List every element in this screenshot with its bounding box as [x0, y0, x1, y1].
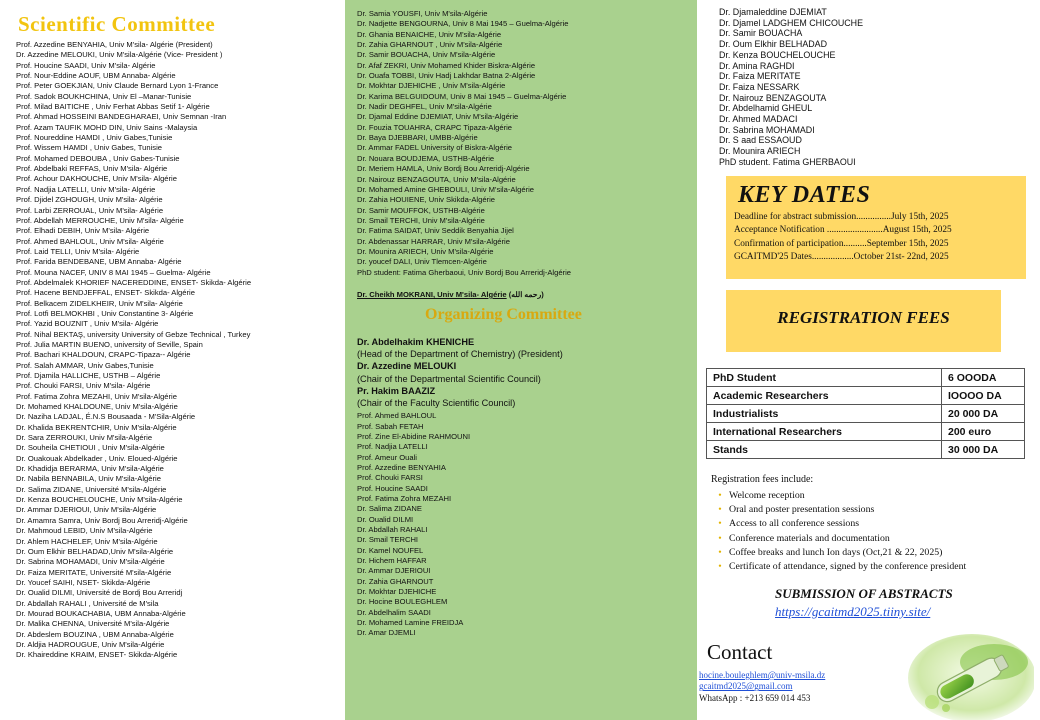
- fee-amount: 20 000 DA: [942, 405, 1025, 423]
- green-panel: [345, 0, 697, 720]
- committee-member: Dr. Souheila CHETIOUI , Univ M'sila-Algérie: [16, 443, 165, 453]
- fee-row: [707, 387, 1025, 405]
- committee-member: Prof. Djamila HALLICHE, USTHB – Algérie: [16, 371, 161, 380]
- committee-member: Dr. Ahlem HACHELEF, Univ M'sila-Algérie: [16, 536, 158, 546]
- fee-amount: IOOOO DA: [942, 387, 1025, 405]
- committee-member: Prof. Azzedine BENYAHIA, Univ M'sila- Algérie (President): [16, 40, 213, 49]
- committee-member: Dr. Mohamed Amine GHEBOULI, Univ M'sila-Algérie: [357, 184, 535, 194]
- committee-member: Dr. Samia YOUSFI, Univ M'sila-Algérie: [357, 9, 488, 18]
- committee-member: Dr. Abdallah RAHALI , Université de M'sila: [16, 598, 159, 608]
- fee-category: Industrialists: [707, 405, 942, 423]
- organizing-member: Dr. Samir BOUACHA: [719, 28, 803, 39]
- committee-member: Prof. Houcine SAADI, Univ M'sila- Algérie: [16, 60, 156, 70]
- contact-title: Contact: [707, 640, 773, 664]
- committee-member: Prof. Wissem HAMDI , Univ Gabes, Tunisie: [16, 143, 163, 153]
- organizing-member: Prof. Ameur Ouali: [357, 452, 417, 462]
- committee-member: Dr. Amamra Samra, Univ Bordj Bou Arreridj-Algérie: [16, 515, 188, 525]
- committee-member: Prof. Mohamed DEBOUBA , Univ Gabes-Tunisie: [16, 153, 180, 163]
- organizing-member: Dr. Smail TERCHI: [357, 535, 419, 545]
- committee-member: Dr. Mokhtar DJEHICHE , Univ M'sila-Algérie: [357, 81, 506, 91]
- committee-member: Prof. Farida BENDEBANE, UBM Annaba- Algérie: [16, 257, 182, 267]
- committee-member: PhD student: Fatima Gherbaoui, Univ Bordj Bou Arreridj-Algérie: [357, 267, 571, 277]
- organizing-member: Dr. Faiza NESSARK: [719, 81, 800, 92]
- committee-member: Dr. Abdeslem BOUZINA , UBM Annaba-Algérie: [16, 629, 174, 639]
- committee-member: Dr. Afaf ZEKRI, Univ Mohamed Khider Biskra-Algérie: [357, 60, 536, 70]
- organizing-chairs: [357, 336, 697, 409]
- organizing-member: Dr. Mokhtar DJEHICHE: [357, 587, 437, 596]
- committee-member: Prof. Azam TAUFIK MOHD DIN, Univ Sains -Malaysia: [16, 122, 198, 132]
- chair-role: (Chair of the Faculty Scientific Council): [357, 397, 516, 408]
- committee-member: Prof. Fatima Zohra MEZAHI, Univ M'sila-Algérie: [16, 391, 177, 401]
- organizing-member: Dr. Kenza BOUCHELOUCHE: [719, 49, 836, 60]
- key-dates-title: KEY DATES: [738, 182, 871, 208]
- fee-amount: 30 000 DA: [942, 441, 1025, 459]
- chair-role: (Chair of the Departmental Scientific Council): [357, 373, 541, 384]
- committee-member: Dr. Mahmoud LEBID, Univ M'sila-Algérie: [16, 526, 153, 536]
- scientific-committee-column: [0, 0, 345, 720]
- fee-category: Stands: [707, 441, 942, 459]
- fee-include-text: Access to all conference sessions: [729, 518, 860, 530]
- committee-member: Dr. Samir BOUACHA, Univ M'sila-Algérie: [357, 50, 496, 60]
- committee-member: Prof. Salah AMMAR, Univ Gabes,Tunisie: [16, 360, 154, 370]
- submission-title: SUBMISSION OF ABSTRACTS: [775, 586, 953, 601]
- fees-include-title: Registration fees include:: [711, 474, 814, 485]
- committee-member: Dr. Oum Elkhir BELHADAD,Univ M'sila-Algérie: [16, 546, 174, 556]
- organizing-member: Dr. Djamel LADGHEM CHICOUCHE: [719, 17, 863, 28]
- committee-member: Dr. Smail TERCHI, Univ M'sila-Algérie: [357, 215, 485, 225]
- committee-member: Dr. Sabrina MOHAMADI, Univ M'sila-Algérie: [16, 557, 165, 567]
- committee-member: Dr. Salima ZIDANE, Université M'sila-Algérie: [16, 484, 167, 494]
- committee-member: Prof. Larbi ZERROUAL, Univ M'sila- Algérie: [16, 205, 164, 215]
- committee-member: Prof. Ahmed BAHLOUL, Univ M'sila- Algérie: [16, 236, 164, 246]
- fee-include-item: [711, 517, 966, 531]
- fee-include-text: Conference materials and documentation: [729, 532, 890, 544]
- committee-member: Prof. Nour-Eddine AOUF, UBM Annaba- Algérie: [16, 71, 176, 81]
- committee-member: Prof. Bachari KHALDOUN, CRAPC-Tipaza-- Algérie: [16, 350, 191, 360]
- organizing-member: Prof. Sabah FETAH: [357, 421, 424, 431]
- fee-row: [707, 369, 1025, 387]
- committee-member: Dr. Ouakouak Abdelkader , Univ. Eloued-Algérie: [16, 453, 178, 463]
- contact-whatsapp: WhatsApp : +213 659 014 453: [699, 692, 811, 703]
- committee-member: Prof. Julia MARTIN BUENO, university of Seville, Spain: [16, 339, 203, 349]
- bullet-icon: •: [718, 518, 722, 530]
- committee-member: Prof. Yazid BOUZNIT , Univ M'sila- Algérie: [16, 319, 159, 329]
- key-dates-list: [734, 211, 1026, 264]
- submission-link[interactable]: https://gcaitmd2025.tiiny.site/: [775, 604, 931, 619]
- scientific-committee-list-continued: [357, 9, 697, 278]
- fee-include-text: Welcome reception: [729, 490, 805, 501]
- organizing-member: Prof. Houcine SAADI: [357, 483, 428, 493]
- organizing-member: Dr. Nairouz BENZAGOUTA: [719, 92, 827, 103]
- committee-member: Prof. Nadjia LATELLI, Univ M'sila- Algérie: [16, 184, 156, 194]
- committee-member: Prof. Hacene BENDJEFFAL, ENSET- Skikda- Algérie: [16, 288, 195, 298]
- organizing-member: PhD student. Fatima GHERBAOUI: [719, 156, 856, 167]
- fee-include-item: [711, 532, 966, 546]
- committee-member: Dr. Samir MOUFFOK, USTHB-Algérie: [357, 205, 485, 215]
- organizing-member: Prof. Nadjia LATELLI: [357, 442, 428, 452]
- committee-member: Prof. Laid TELLI, Univ M'sila- Algérie: [16, 246, 140, 256]
- fee-amount: 6 OOODA: [942, 369, 1025, 387]
- contact-email-link[interactable]: hocine.bouleghlem@univ-msila.dz: [699, 670, 826, 680]
- committee-member: Dr. Baya DJEBBARI, UMBB-Algérie: [357, 133, 478, 143]
- committee-member: Dr. Zahia GHARNOUT , Univ M'sila-Algérie: [357, 40, 503, 50]
- scientific-committee-title: Scientific Committee: [18, 12, 216, 36]
- flask-illustration: [902, 632, 1034, 720]
- contact-list: [699, 670, 825, 704]
- organizing-member: Prof. Zine El-Abidine RAHMOUNI: [357, 431, 471, 441]
- committee-member: Dr. Abdenassar HARRAR, Univ M'sila-Algérie: [357, 236, 510, 246]
- organizing-member: Dr. Zahia GHARNOUT: [357, 576, 434, 586]
- organizing-member: Dr. Salima ZIDANE: [357, 504, 422, 514]
- committee-member: Dr. Oualid DILMI, Université de Bordj Bou Arreridj: [16, 588, 183, 598]
- committee-member: Dr. Aldjia HADROUGUE, Univ M'sila-Algérie: [16, 639, 165, 649]
- fee-category: Academic Researchers: [707, 387, 942, 405]
- committee-member: Dr. Mohamed KHALDOUNE, Univ M'sila-Algérie: [16, 402, 178, 412]
- committee-member: Dr. Khalida BEKRENTCHIR, Univ M'sila-Algérie: [16, 422, 177, 432]
- fee-category: PhD Student: [707, 369, 942, 387]
- committee-member: Prof. Ahmad HOSSEINI BANDEGHARAEI, Univ Semnan -Iran: [16, 112, 227, 122]
- committee-member: Dr. Khadidja BERARMA, Univ M'sila-Algérie: [16, 464, 164, 474]
- bullet-icon: •: [718, 504, 722, 516]
- organizing-member: Dr. Oum Elkhir BELHADAD: [719, 39, 828, 50]
- organizing-member: Prof. Chouki FARSI: [357, 473, 423, 483]
- committee-member: Dr. Nadir DEGHFEL, Univ M'sila-Algérie: [357, 102, 492, 112]
- committee-member: Dr. Ammar FADEL University of Biskra-Algérie: [357, 143, 513, 153]
- committee-member: Dr. Nouara BOUDJEMA, USTHB-Algérie: [357, 153, 495, 163]
- organizing-member: Dr. Kamel NOUFEL: [357, 545, 424, 555]
- bullet-icon: •: [718, 561, 722, 573]
- committee-member: Dr. Mounira ARIECH, Univ M'sila-Algérie: [357, 246, 494, 256]
- fee-include-text: Oral and poster presentation sessions: [729, 504, 875, 516]
- fee-row: [707, 441, 1025, 459]
- committee-member: Dr. Malika CHENNA, Université M'sila-Algérie: [16, 619, 170, 629]
- key-date-item: Acceptance Notification ........................August 15th, 2025: [734, 225, 952, 236]
- committee-member: Dr. youcef DALI, Univ Tlemcen-Algérie: [357, 257, 487, 267]
- committee-member: Prof. Chouki FARSI, Univ M'sila- Algérie: [16, 381, 151, 391]
- organizing-member: Dr. S aad ESSAOUD: [719, 135, 802, 146]
- committee-member: Prof. Nihal BEKTAŞ, university University of Gebze Technical , Turkey: [16, 329, 251, 339]
- fee-row: [707, 405, 1025, 423]
- registration-fees-title: REGISTRATION FEES: [777, 308, 950, 327]
- fee-category: International Researchers: [707, 423, 942, 441]
- committee-member: Prof. Abdelbaki REFFAS, Univ M'sila- Algérie: [16, 164, 168, 174]
- organizing-committee-list: [357, 411, 697, 639]
- committee-member: Prof. Peter GOEKJIAN, Univ Claude Bernard Lyon 1-France: [16, 81, 219, 91]
- organizing-member: Dr. Ahmed MADACI: [719, 114, 798, 125]
- chair-name: Dr. Abdelhakim KHENICHE: [357, 336, 475, 347]
- committee-member: Dr. Khaireddine KRAIM, ENSET- Skikda-Algérie: [16, 650, 178, 660]
- key-dates-box: [726, 176, 1026, 279]
- fee-row: [707, 423, 1025, 441]
- organizing-member: Dr. Amar DJEMLI: [357, 628, 416, 638]
- organizing-committee-title: Organizing Committee: [425, 305, 582, 323]
- fee-include-item: [711, 503, 966, 517]
- registration-fees-box: [726, 290, 1001, 352]
- chair-name: Dr. Azzedine MELOUKI: [357, 361, 457, 372]
- organizing-member: Dr. Ammar DJERIOUI: [357, 566, 431, 576]
- organizing-member: Dr. Hocine BOULEGHLEM: [357, 597, 448, 607]
- committee-member: Prof. Noureddine HAMDI , Univ Gabes,Tunisie: [16, 133, 173, 143]
- committee-member: Prof. Mouna NACEF, UNIV 8 MAI 1945 – Guelma- Algérie: [16, 267, 211, 277]
- committee-member: Dr. Ammar DJERIOUI, Univ M'sila-Algérie: [16, 505, 157, 515]
- committee-member: Dr. Djamal Eddine DJEMIAT, Univ M'sila-Algérie: [357, 112, 519, 122]
- committee-member: Dr. Sara ZERROUKI, Univ M'sila-Algérie: [16, 433, 153, 443]
- committee-member: Dr. Nabila BENNABILA, Univ M'sila-Algérie: [16, 474, 161, 484]
- committee-member: Dr. Azzedine MELOUKI, Univ M'sila-Algérie (Vice- President ): [16, 50, 223, 60]
- fees-table: [706, 368, 1025, 459]
- organizing-member: Dr. Faiza MERITATE: [719, 71, 801, 82]
- organizing-member: Dr. Mounira ARIECH: [719, 146, 801, 157]
- committee-member: Prof. Sadok BOUKHCHINA, Univ El –Manar-Tunisie: [16, 91, 192, 101]
- committee-member: Dr. Nairouz BENZAGOUTA, Univ M'sila-Algérie: [357, 174, 516, 184]
- fee-include-item: [711, 546, 966, 560]
- committee-member: Dr. Zahia HOUIENE, Univ Skikda-Algérie: [357, 195, 495, 205]
- organizing-member: Dr. Hichem HAFFAR: [357, 555, 427, 565]
- organizing-member: Dr. Abdelhamid GHEUL: [719, 103, 813, 114]
- chair-name: Pr. Hakim BAAZIZ: [357, 385, 436, 396]
- fee-include-item: [711, 560, 966, 574]
- fees-include-list: [711, 489, 966, 574]
- bullet-icon: •: [718, 490, 722, 501]
- committee-member: Dr. Mourad BOUKACHABIA, UBM Annaba-Algérie: [16, 608, 186, 618]
- committee-member: Dr. Naziha LADJAL, É.N.S Bousaada - M'Sila-Algérie: [16, 412, 196, 422]
- committee-member: Dr. Fatima SAIDAT, Univ Seddik Benyahia Jijel: [357, 226, 514, 236]
- committee-member: Dr. Meriem HAMLA, Univ Bordj Bou Arreridj-Algérie: [357, 164, 530, 174]
- committee-member: Prof. Lotfi BELMOKHBI , Univ Constantine 3- Algérie: [16, 308, 194, 318]
- key-date-item: Confirmation of participation..........September 15th, 2025: [734, 238, 949, 249]
- committee-member: Prof. Abdelmalek KHORIEF NACEREDDINE, ENSET- Skikda- Algérie: [16, 277, 252, 287]
- key-date-item: GCAITMD'25 Dates..................October 21st- 22nd, 2025: [734, 251, 949, 262]
- organizing-member: Dr. Mohamed Lamine FREIDJA: [357, 618, 464, 628]
- honorary-member-arabic: (رحمه الله): [508, 289, 544, 299]
- organizing-member: Dr. Abdallah RAHALI: [357, 524, 428, 534]
- organizing-committee-list-continued: [719, 7, 863, 168]
- bullet-icon: •: [718, 546, 722, 558]
- committee-member: Prof. Milad BAITICHE , Univ Ferhat Abbas Setif 1- Algérie: [16, 102, 210, 112]
- fee-include-text: Coffee breaks and lunch Ion days (Oct,21 & 22, 2025): [729, 546, 943, 558]
- committee-member: Prof. Elhadi DEBIH, Univ M'sila- Algérie: [16, 226, 150, 236]
- committee-member: Dr. Nadjette BENGOURNA, Univ 8 Mai 1945 – Guelma-Algérie: [357, 19, 569, 29]
- key-date-item: Deadline for abstract submission...............July 15th, 2025: [734, 212, 949, 222]
- committee-member: Prof. Belkacem ZIDELKHEIR, Univ M'sila- Algérie: [16, 298, 183, 308]
- committee-member: Dr. Ghania BENAICHE, Univ M'sila-Algérie: [357, 29, 502, 39]
- scientific-committee-list: [16, 40, 345, 661]
- organizing-member: Dr. Oualid DILMI: [357, 514, 414, 524]
- committee-member: Dr. Fouzia TOUAHRA, CRAPC Tipaza-Algérie: [357, 122, 513, 132]
- fee-include-text: Certificate of attendance, signed by the conference president: [729, 561, 967, 573]
- fee-include-item: [711, 489, 966, 503]
- organizing-member: Dr. Sabrina MOHAMADI: [719, 124, 815, 135]
- committee-member: Dr. Youcef SAIHI, NSET- Skikda-Algérie: [16, 577, 151, 587]
- organizing-member: Dr. Djamaleddine DJEMIAT: [719, 7, 827, 17]
- honorary-member-name: Dr. Cheikh MOKRANI, Univ M'sila- Algérie: [357, 289, 507, 299]
- committee-member: Prof. Djidel ZGHOUGH, Univ M'sila- Algérie: [16, 195, 163, 205]
- organizing-member: Prof. Ahmed BAHLOUL: [357, 411, 437, 421]
- honorary-member: [357, 290, 697, 299]
- organizing-member: Prof. Fatima Zohra MEZAHI: [357, 493, 452, 503]
- bullet-icon: •: [718, 532, 722, 544]
- organizing-member: Prof. Azzedine BENYAHIA: [357, 462, 446, 472]
- info-column: [697, 0, 1040, 720]
- committee-member: Prof. Abdellah MERROUCHE, Univ M'sila- Algérie: [16, 215, 184, 225]
- organizing-member: Dr. Abdelhalim SAADI: [357, 607, 431, 617]
- chair-role: (Head of the Department of Chemistry) (President): [357, 349, 563, 360]
- organizing-member: Dr. Amina RAGHDI: [719, 60, 795, 71]
- committee-member: Dr. Faiza MERITATE, Université M'sila-Algérie: [16, 567, 172, 577]
- committee-member: Dr. Karima BELGUIDOUM, Univ 8 Mai 1945 – Guelma-Algérie: [357, 91, 567, 101]
- fee-amount: 200 euro: [942, 423, 1025, 441]
- committee-member: Dr. Ouafa TOBBI, Univ Hadj Lakhdar Batna 2-Algérie: [357, 71, 536, 81]
- committee-member: Dr. Kenza BOUCHELOUCHE, Univ M'sila-Algérie: [16, 495, 183, 505]
- committee-member: Prof. Achour DAKHOUCHE, Univ M'sila- Algérie: [16, 174, 177, 184]
- contact-email-link[interactable]: gcaitmd2025@gmail.com: [699, 681, 793, 692]
